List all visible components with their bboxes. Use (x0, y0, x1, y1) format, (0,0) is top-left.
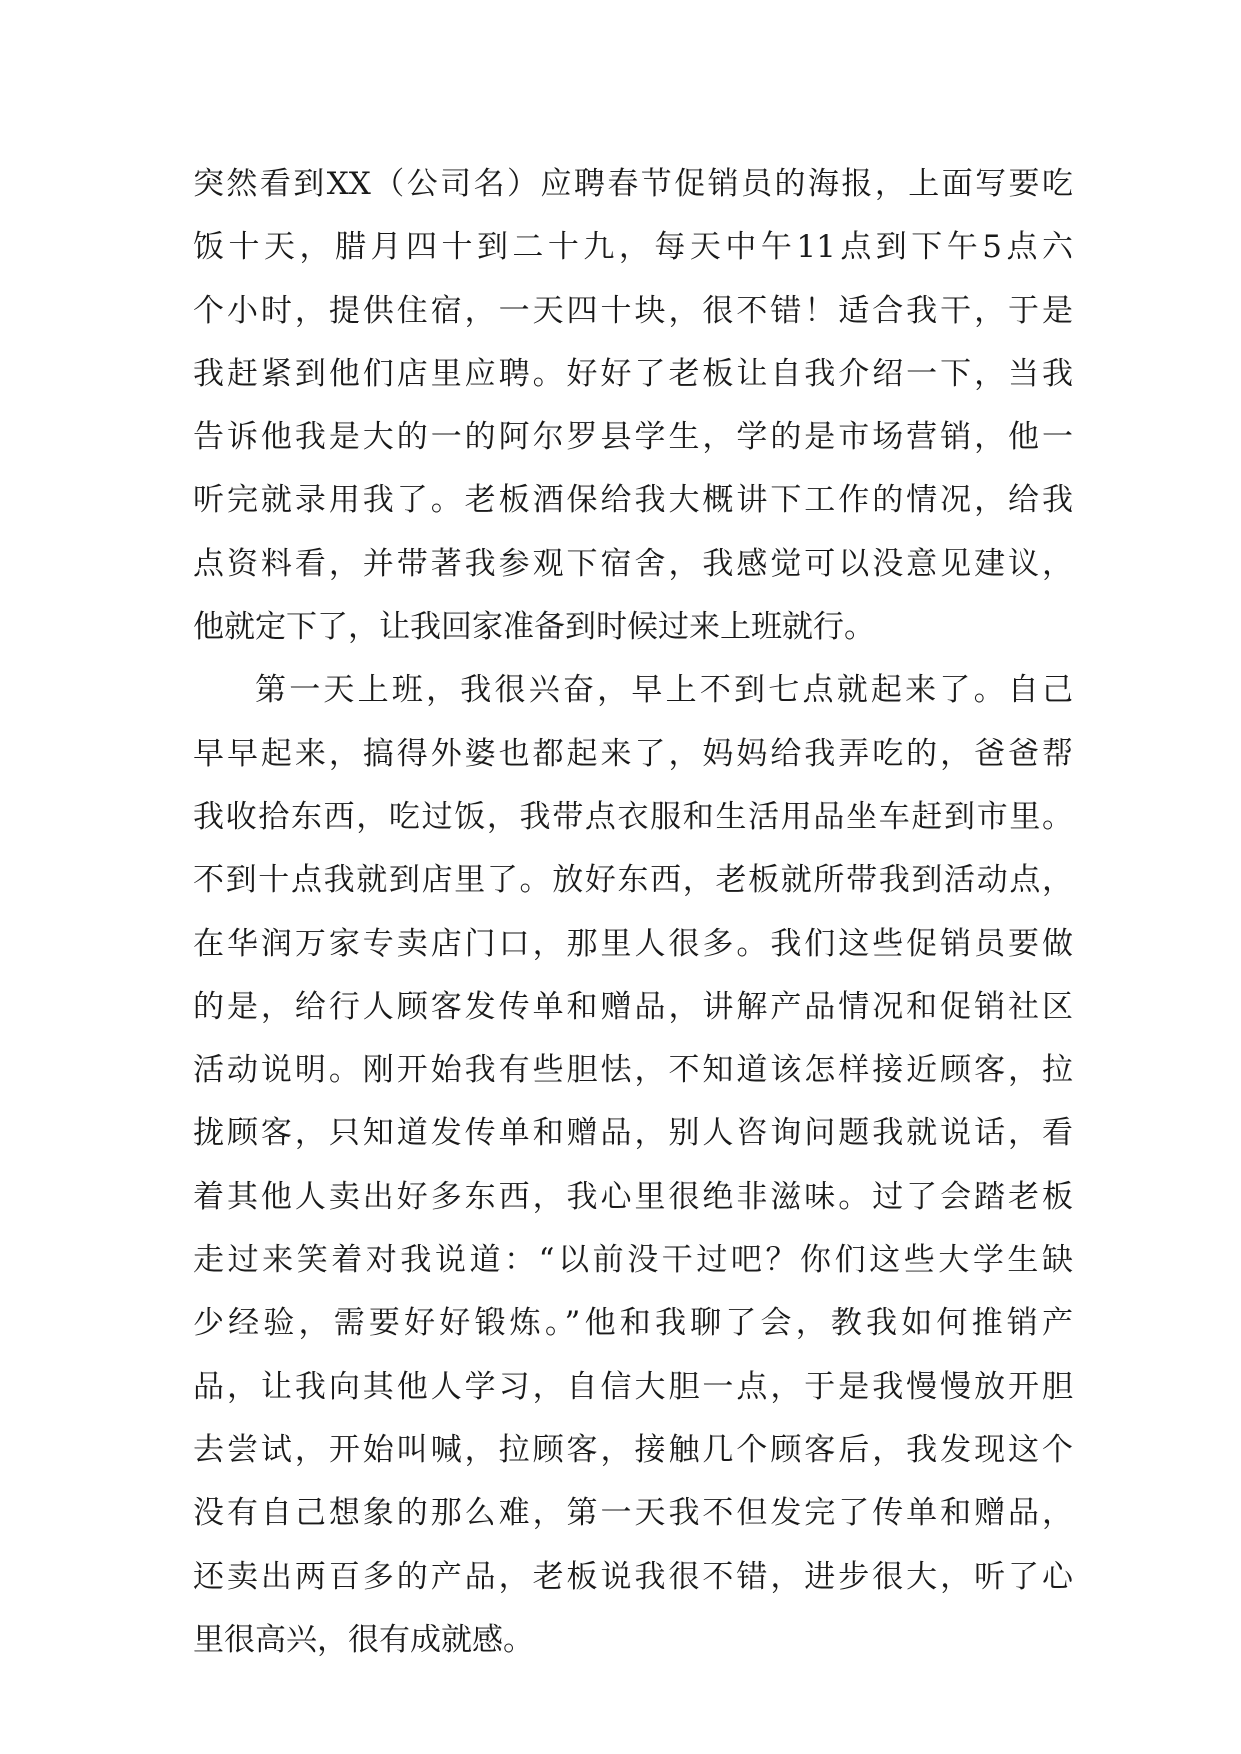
text-line: 品，让我向其他人学习，自信大胆一点，于是我慢慢放开胆 (193, 1368, 1073, 1405)
text-line: 里很高兴，很有成就感。 (193, 1621, 534, 1658)
text-line: 拢顾客，只知道发传单和赠品，别人咨询问题我就说话，看 (193, 1115, 1073, 1152)
text-line: 听完就录用我了。老板酒保给我大概讲下工作的情况，给我 (193, 482, 1073, 519)
text-line: 个小时，提供住宿，一天四十块，很不错！适合我干，于是 (193, 292, 1073, 329)
text-line: 少经验，需要好好锻炼。”他和我聊了会，教我如何推销产 (193, 1305, 1073, 1342)
paragraph-2 (193, 659, 1073, 1672)
body-text (193, 153, 1073, 1672)
text-line: 还卖出两百多的产品，老板说我很不错，进步很大，听了心 (193, 1558, 1073, 1595)
text-line: 第一天上班，我很兴奋，早上不到七点就起来了。自己 (255, 672, 1073, 709)
text-line: 早早起来，搞得外婆也都起来了，妈妈给我弄吃的，爸爸帮 (193, 735, 1073, 772)
text-line: 点资料看，并带著我参观下宿舍，我感觉可以没意见建议， (193, 545, 1073, 582)
text-line: 饭十天，腊月四十到二十九，每天中午11点到下午5点六 (193, 229, 1073, 266)
text-line: 在华润万家专卖店门口，那里人很多。我们这些促销员要做 (193, 925, 1073, 962)
text-line: 着其他人卖出好多东西，我心里很绝非滋味。过了会踏老板 (193, 1178, 1073, 1215)
text-line: 活动说明。刚开始我有些胆怯，不知道该怎样接近顾客，拉 (193, 1052, 1073, 1089)
text-line: 告诉他我是大的一的阿尔罗县学生，学的是市场营销，他一 (193, 419, 1073, 456)
text-line: 去尝试，开始叫喊，拉顾客，接触几个顾客后，我发现这个 (193, 1431, 1073, 1468)
text-line: 的是，给行人顾客发传单和赠品，讲解产品情况和促销社区 (193, 988, 1073, 1025)
text-line: 突然看到XX（公司名）应聘春节促销员的海报，上面写要吃 (193, 166, 1073, 202)
text-line: 不到十点我就到店里了。放好东西，老板就所带我到活动点， (193, 862, 1073, 899)
paragraph-1 (193, 153, 1073, 659)
text-line: 我收拾东西，吃过饭，我带点衣服和生活用品坐车赶到市里。 (193, 798, 1073, 835)
text-line: 走过来笑着对我说道：“以前没干过吧？你们这些大学生缺 (193, 1242, 1073, 1279)
text-line: 没有自己想象的那么难，第一天我不但发完了传单和赠品， (193, 1495, 1073, 1532)
text-line: 他就定下了，让我回家准备到时候过来上班就行。 (193, 609, 875, 646)
text-line: 我赶紧到他们店里应聘。好好了老板让自我介绍一下，当我 (193, 355, 1073, 392)
